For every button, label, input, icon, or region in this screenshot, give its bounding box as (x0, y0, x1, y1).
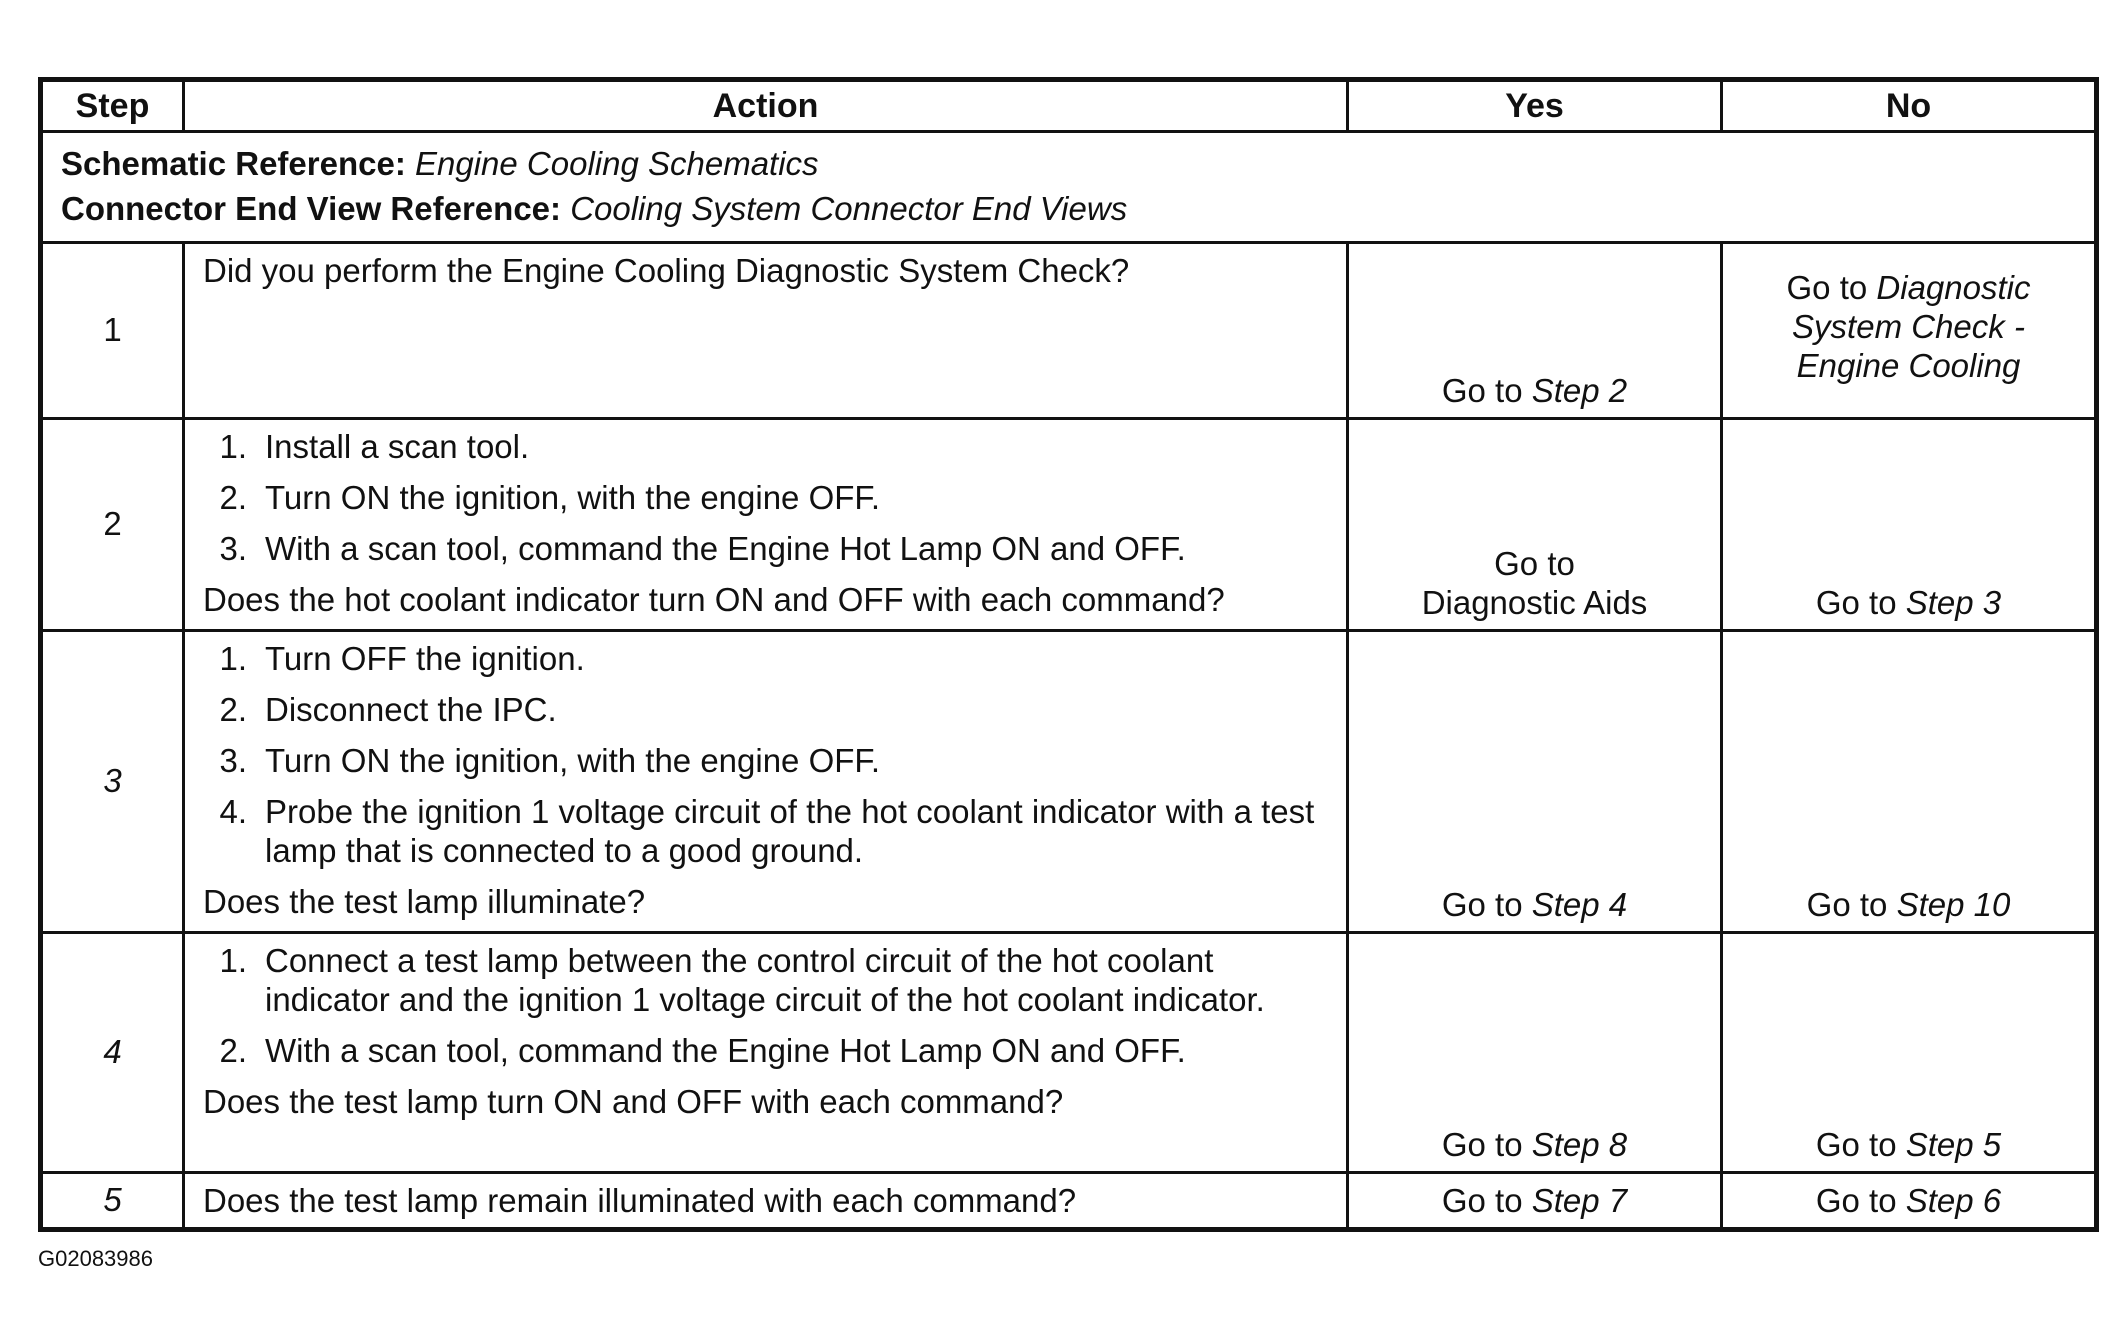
goto-prefix: Go to (1815, 1181, 1897, 1219)
substep-text: Disconnect the IPC. (265, 690, 557, 728)
table-row (41, 932, 2097, 1172)
substep-text: With a scan tool, command the Engine Hot Lamp ON and OFF. (265, 529, 1186, 567)
reference-cell (41, 132, 2097, 243)
substep-number: 2. (219, 478, 247, 516)
schematic-reference-label: Schematic Reference: (61, 145, 406, 182)
substep-item (203, 1032, 1328, 1071)
schematic-reference (61, 145, 2076, 184)
goto-prefix: Go to (1815, 583, 1897, 621)
table-row (41, 418, 2097, 630)
substep-item (203, 640, 1328, 679)
diagnostic-table (38, 77, 2099, 1232)
substep-text: With a scan tool, command the Engine Hot Lamp ON and OFF. (265, 1031, 1186, 1069)
connector-reference (61, 190, 2076, 229)
goto-prefix: Go to (1441, 1181, 1523, 1219)
substep-item (203, 942, 1328, 1020)
substep-number: 4. (219, 792, 247, 830)
header-action: Action (184, 80, 1348, 132)
substep-list (203, 640, 1328, 871)
substep-item (203, 691, 1328, 730)
header-no: No (1722, 80, 2097, 132)
action-cell (184, 630, 1348, 932)
goto-link[interactable]: Step 10 (1896, 885, 2011, 923)
question-text: Does the test lamp turn ON and OFF with each command? (203, 1082, 1064, 1120)
question-text: Does the test lamp remain illuminated with each command? (203, 1181, 1077, 1219)
substep-text: Turn OFF the ignition. (265, 639, 585, 677)
no-cell (1722, 932, 2097, 1172)
question-text: Does the hot coolant indicator turn ON and OFF with each command? (203, 580, 1225, 618)
step-number: 2 (41, 418, 184, 630)
connector-reference-label: Connector End View Reference: (61, 189, 562, 227)
goto-link[interactable]: Diagnostic System Check - Engine Cooling (1792, 268, 2031, 384)
action-cell (184, 418, 1348, 630)
substep-number: 1. (219, 941, 247, 979)
table-row (41, 630, 2097, 932)
substep-number: 2. (219, 1031, 247, 1069)
yes-cell (1348, 1172, 1722, 1229)
substep-item (203, 428, 1328, 467)
substep-list (203, 428, 1328, 569)
yes-cell (1348, 418, 1722, 630)
goto-prefix: Go to (1494, 545, 1575, 582)
substep-text: Install a scan tool. (265, 427, 530, 465)
yes-cell (1348, 932, 1722, 1172)
no-cell (1722, 418, 2097, 630)
goto-link[interactable]: Step 5 (1905, 1125, 2002, 1163)
substep-number: 3. (219, 529, 247, 567)
goto-link[interactable]: Diagnostic Aids (1421, 583, 1648, 621)
step-number: 5 (41, 1172, 184, 1229)
goto-link[interactable]: Step 4 (1531, 885, 1628, 923)
substep-text: Connect a test lamp between the control circuit of the hot coolant indicator and the ignition 1 voltage circuit of the hot coolant indicator. (265, 941, 1265, 1018)
goto-prefix: Go to (1441, 1125, 1523, 1163)
goto-link[interactable]: Step 7 (1531, 1181, 1628, 1219)
header-row (41, 80, 2097, 132)
question-text: Did you perform the Engine Cooling Diagnostic System Check? (203, 251, 1130, 289)
step-number: 4 (41, 932, 184, 1172)
step-number: 1 (41, 242, 184, 418)
substep-item (203, 742, 1328, 781)
substep-number: 2. (219, 690, 247, 728)
substep-item (203, 479, 1328, 518)
connector-reference-link[interactable]: Cooling System Connector End Views (570, 189, 1128, 227)
goto-link[interactable]: Step 6 (1905, 1181, 2002, 1219)
figure-id: G02083986 (38, 1246, 153, 1271)
yes-cell (1348, 242, 1722, 418)
step-rows (41, 242, 2097, 1229)
yes-cell (1348, 630, 1722, 932)
substep-item (203, 793, 1328, 871)
substep-text: Probe the ignition 1 voltage circuit of the hot coolant indicator with a test lamp that is connected to a good ground. (265, 792, 1315, 869)
substep-number: 1. (219, 639, 247, 677)
goto-prefix: Go to (1806, 885, 1888, 923)
goto-prefix: Go to (1786, 268, 1868, 306)
goto-link[interactable]: Step 8 (1531, 1125, 1628, 1163)
substep-text: Turn ON the ignition, with the engine OFF. (265, 741, 881, 779)
substep-text: Turn ON the ignition, with the engine OFF. (265, 478, 881, 516)
no-cell (1722, 242, 2097, 418)
no-cell (1722, 630, 2097, 932)
goto-link[interactable]: Step 3 (1905, 583, 2002, 621)
goto-prefix: Go to (1815, 1125, 1897, 1163)
header-yes: Yes (1348, 80, 1722, 132)
schematic-reference-link[interactable]: Engine Cooling Schematics (415, 145, 819, 182)
table-row (41, 242, 2097, 418)
action-cell (184, 242, 1348, 418)
no-cell (1722, 1172, 2097, 1229)
substep-list (203, 942, 1328, 1071)
substep-number: 1. (219, 427, 247, 465)
action-cell (184, 1172, 1348, 1229)
table-row (41, 1172, 2097, 1229)
header-step: Step (41, 80, 184, 132)
reference-row (41, 132, 2097, 243)
goto-link[interactable]: Step 2 (1531, 371, 1628, 409)
substep-number: 3. (219, 741, 247, 779)
action-cell (184, 932, 1348, 1172)
goto-prefix: Go to (1441, 371, 1523, 409)
substep-item (203, 530, 1328, 569)
goto-prefix: Go to (1441, 885, 1523, 923)
question-text: Does the test lamp illuminate? (203, 882, 646, 920)
step-number: 3 (41, 630, 184, 932)
